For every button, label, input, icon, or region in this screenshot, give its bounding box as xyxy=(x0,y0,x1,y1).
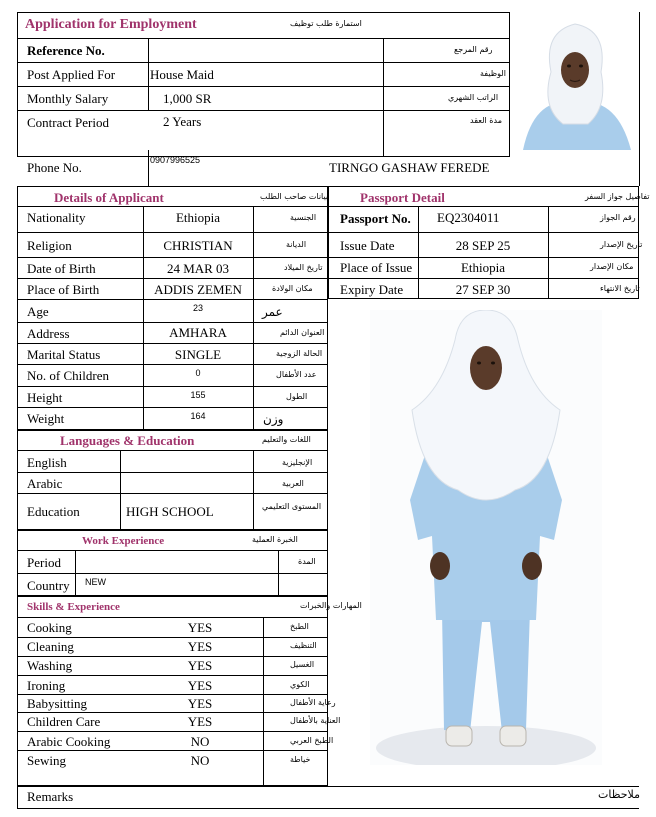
skills-heading-ar: المهارات والخبرات xyxy=(300,601,362,610)
reference-label: Reference No. xyxy=(27,43,105,58)
skills-heading: Skills & Experience xyxy=(27,601,120,613)
top-table xyxy=(17,12,510,157)
skill-row-label: Ironing xyxy=(27,678,66,693)
skill-row-label: Sewing xyxy=(27,753,66,768)
nationality-value: Ethiopia xyxy=(175,210,221,225)
skill-row-label-ar: الطبخ العربي xyxy=(290,736,334,745)
reference-label-ar: رقم المرجع xyxy=(454,45,493,54)
skill-row-label-ar: التنظيف xyxy=(290,641,317,650)
marital-label-ar: الحالة الزوجية xyxy=(276,349,323,358)
skill-row-value: YES xyxy=(187,696,213,711)
dob-value: 24 MAR 03 xyxy=(166,261,230,276)
applicant-heading-ar: بيانات صاحب الطلب xyxy=(260,192,329,201)
place-of-issue-value: Ethiopia xyxy=(460,260,506,275)
skill-row-value: YES xyxy=(187,639,213,654)
address-value: AMHARA xyxy=(169,325,227,340)
issue-date-label: Issue Date xyxy=(340,238,395,253)
skill-row-value: NO xyxy=(190,753,210,768)
work-heading: Work Experience xyxy=(82,535,165,547)
issue-date-label-ar: تاريخ الإصدار xyxy=(600,240,643,249)
skill-row-value: NO xyxy=(190,734,210,749)
age-label-ar: عمر xyxy=(262,305,283,319)
education-label-ar: المستوى التعليمي xyxy=(262,502,322,511)
pob-label: Place of Birth xyxy=(27,282,100,297)
salary-value: 1,000 SR xyxy=(163,91,212,106)
height-label-ar: الطول xyxy=(286,392,308,401)
form-title: Application for Employment xyxy=(25,17,197,32)
age-value: 23 xyxy=(192,303,203,313)
issue-date-value: 28 SEP 25 xyxy=(455,238,511,253)
passport-no-label: Passport No. xyxy=(340,211,411,226)
arabic-label-ar: العربية xyxy=(282,479,304,488)
phone-label: Phone No. xyxy=(27,160,82,175)
languages-heading-ar: اللغات والتعليم xyxy=(262,435,311,444)
skill-row-label-ar: الكوي xyxy=(290,680,310,689)
phone-value: 0907996525 xyxy=(150,155,201,165)
skill-row-label-ar: الغسيل xyxy=(290,660,315,669)
nationality-label-ar: الجنسية xyxy=(290,213,317,222)
english-label-ar: الإنجليزية xyxy=(282,458,313,467)
passport-no-label-ar: رقم الجواز xyxy=(600,213,636,222)
post-label-ar: الوظيفة xyxy=(480,69,506,78)
contract-label: Contract Period xyxy=(27,115,109,130)
skill-row-label-ar: الطبخ xyxy=(290,622,309,631)
dob-label: Date of Birth xyxy=(27,261,96,276)
skill-row-value: YES xyxy=(187,620,213,635)
contract-label-ar: مدة العقد xyxy=(470,116,502,125)
skill-row-value: YES xyxy=(187,678,213,693)
expiry-date-value: 27 SEP 30 xyxy=(455,282,511,297)
place-of-issue-label: Place of Issue xyxy=(340,260,413,275)
passport-no-value: EQ2304011 xyxy=(437,210,500,225)
languages-heading: Languages & Education xyxy=(60,433,195,448)
address-label-ar: العنوان الدائم xyxy=(280,328,325,337)
children-label: No. of Children xyxy=(27,368,109,383)
arabic-label: Arabic xyxy=(27,476,63,491)
education-label: Education xyxy=(27,504,80,519)
age-label: Age xyxy=(27,304,49,319)
period-label: Period xyxy=(27,555,61,570)
skill-row-value: YES xyxy=(187,658,213,673)
expiry-date-label: Expiry Date xyxy=(340,282,404,297)
passport-heading-ar: تفاصيل جواز السفر xyxy=(585,192,650,201)
nationality-label: Nationality xyxy=(27,210,86,225)
contract-value: 2 Years xyxy=(163,114,202,129)
height-label: Height xyxy=(27,390,63,405)
form-title-ar: استمارة طلب توظيف xyxy=(290,19,362,28)
religion-label: Religion xyxy=(27,238,72,253)
address-label: Address xyxy=(27,326,70,341)
period-label-ar: المدة xyxy=(298,557,316,566)
applicant-heading: Details of Applicant xyxy=(54,190,164,205)
salary-label: Monthly Salary xyxy=(27,91,109,106)
english-label: English xyxy=(27,455,67,470)
weight-label-ar: وزن xyxy=(263,412,284,426)
skill-row-label: Cooking xyxy=(27,620,72,635)
salary-label-ar: الراتب الشهري xyxy=(448,93,499,102)
dob-label-ar: تاريخ الميلاد xyxy=(284,263,323,272)
skill-row-label: Arabic Cooking xyxy=(27,734,111,749)
remarks-label: Remarks xyxy=(27,789,74,804)
skill-row-label: Washing xyxy=(27,658,73,673)
religion-label-ar: الديانة xyxy=(286,240,307,249)
country-value: NEW xyxy=(85,577,106,587)
place-of-issue-label-ar: مكان الإصدار xyxy=(590,262,634,271)
expiry-date-label-ar: تاريخ الانتهاء xyxy=(600,284,640,293)
remarks-label-ar: ملاحظات xyxy=(598,788,640,801)
children-label-ar: عدد الأطفال xyxy=(276,370,317,379)
full-body-photo xyxy=(370,310,602,765)
weight-label: Weight xyxy=(27,411,65,426)
education-value: HIGH SCHOOL xyxy=(126,504,214,519)
work-heading-ar: الخبرة العملية xyxy=(252,535,298,544)
skill-row-label-ar: العناية بالأطفال xyxy=(290,716,341,725)
portrait-photo xyxy=(513,12,638,150)
pob-value: ADDIS ZEMEN xyxy=(154,282,242,297)
skill-row-label: Cleaning xyxy=(27,639,74,654)
passport-heading: Passport Detail xyxy=(360,190,445,205)
height-value: 155 xyxy=(190,390,206,400)
skill-row-label: Babysitting xyxy=(27,696,87,711)
children-value: 0 xyxy=(195,368,201,378)
marital-label: Marital Status xyxy=(27,347,101,362)
post-label: Post Applied For xyxy=(27,67,116,82)
pob-label-ar: مكان الولادة xyxy=(272,284,313,293)
skill-row-label-ar: رعاية الأطفال xyxy=(290,698,336,707)
skill-row-label: Children Care xyxy=(27,714,101,729)
skill-row-value: YES xyxy=(187,714,213,729)
country-label: Country xyxy=(27,578,70,593)
applicant-name: TIRNGO GASHAW FEREDE xyxy=(329,160,490,175)
post-value: House Maid xyxy=(150,67,214,82)
religion-value: CHRISTIAN xyxy=(163,238,233,253)
weight-value: 164 xyxy=(190,411,206,421)
skill-row-label-ar: خياطة xyxy=(290,755,311,764)
marital-value: SINGLE xyxy=(174,347,222,362)
